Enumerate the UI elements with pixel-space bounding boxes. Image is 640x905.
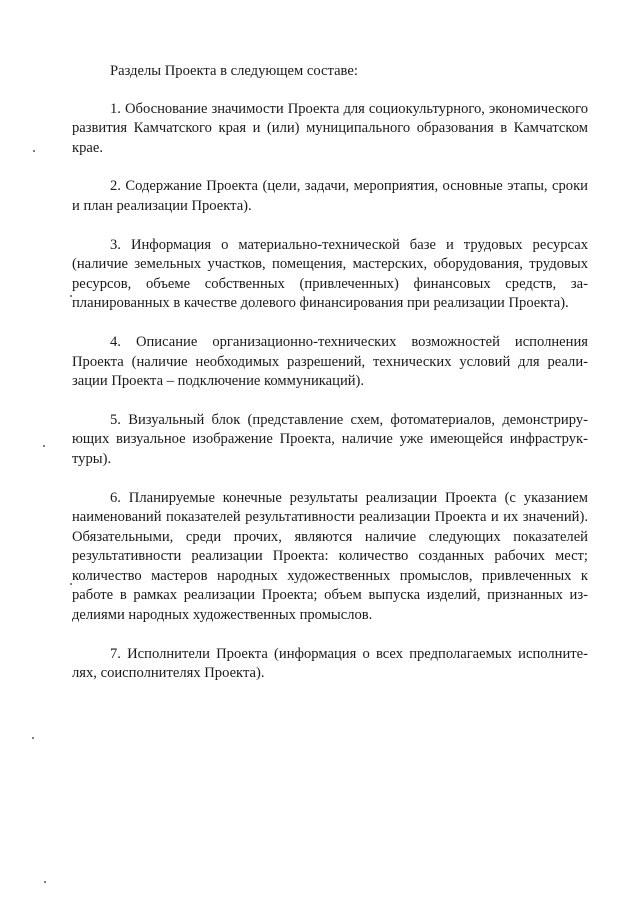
scan-speck: [33, 150, 35, 152]
section-1-paragraph: 1. Обоснование значимости Проекта для социокультурного, экономического развития Камчатского края и (или) муниципального образования в Камчатском крае.: [72, 100, 588, 156]
section-7-paragraph: 7. Исполнители Проекта (информация о всех предполагаемых исполнителях, соисполнителях Проекта).: [72, 645, 588, 682]
section-6-paragraph: 6. Планируемые конечные результаты реализации Проекта (с указанием наименований показателей результативности реализации Проекта и их значений). Обязательными, среди прочих, являются наличие следующих показателей результативности реализации Проекта: количество созданных рабочих мест; количество мастеров народных художественных промыслов, привлеченных к работе в рамках реализации Проекта; объем выпуска изделий, признанных изделиями народных художественных промыслов.: [72, 489, 588, 624]
scan-speck: [43, 445, 45, 447]
section-5-paragraph: 5. Визуальный блок (представление схем, фотоматериалов, демонстрирующих визуальное изображение Проекта, наличие уже имеющейся инфраструктуры).: [72, 411, 588, 467]
scan-speck: [70, 583, 72, 585]
section-3-paragraph: 3. Информация о материально-технической базе и трудовых ресурсах (наличие земельных участков, помещения, мастерских, оборудования, трудовых ресурсов, объеме собственных (привлеченных) финансовых средств, запланированных в качестве долевого финансирования при реализации Проекта).: [72, 236, 588, 312]
scan-speck: [44, 881, 46, 883]
scan-speck: [32, 737, 34, 739]
scan-speck: [70, 295, 72, 297]
intro-paragraph: Разделы Проекта в следующем составе:: [110, 63, 358, 79]
section-2-paragraph: 2. Содержание Проекта (цели, задачи, мероприятия, основные этапы, сроки и план реализации Проекта).: [72, 178, 588, 214]
document-body: [72, 62, 588, 703]
section-4-paragraph: 4. Описание организационно-технических возможностей исполнения Проекта (наличие необходимых разрешений, технических условий для реализации Проекта – подключение коммуникаций).: [72, 333, 588, 390]
